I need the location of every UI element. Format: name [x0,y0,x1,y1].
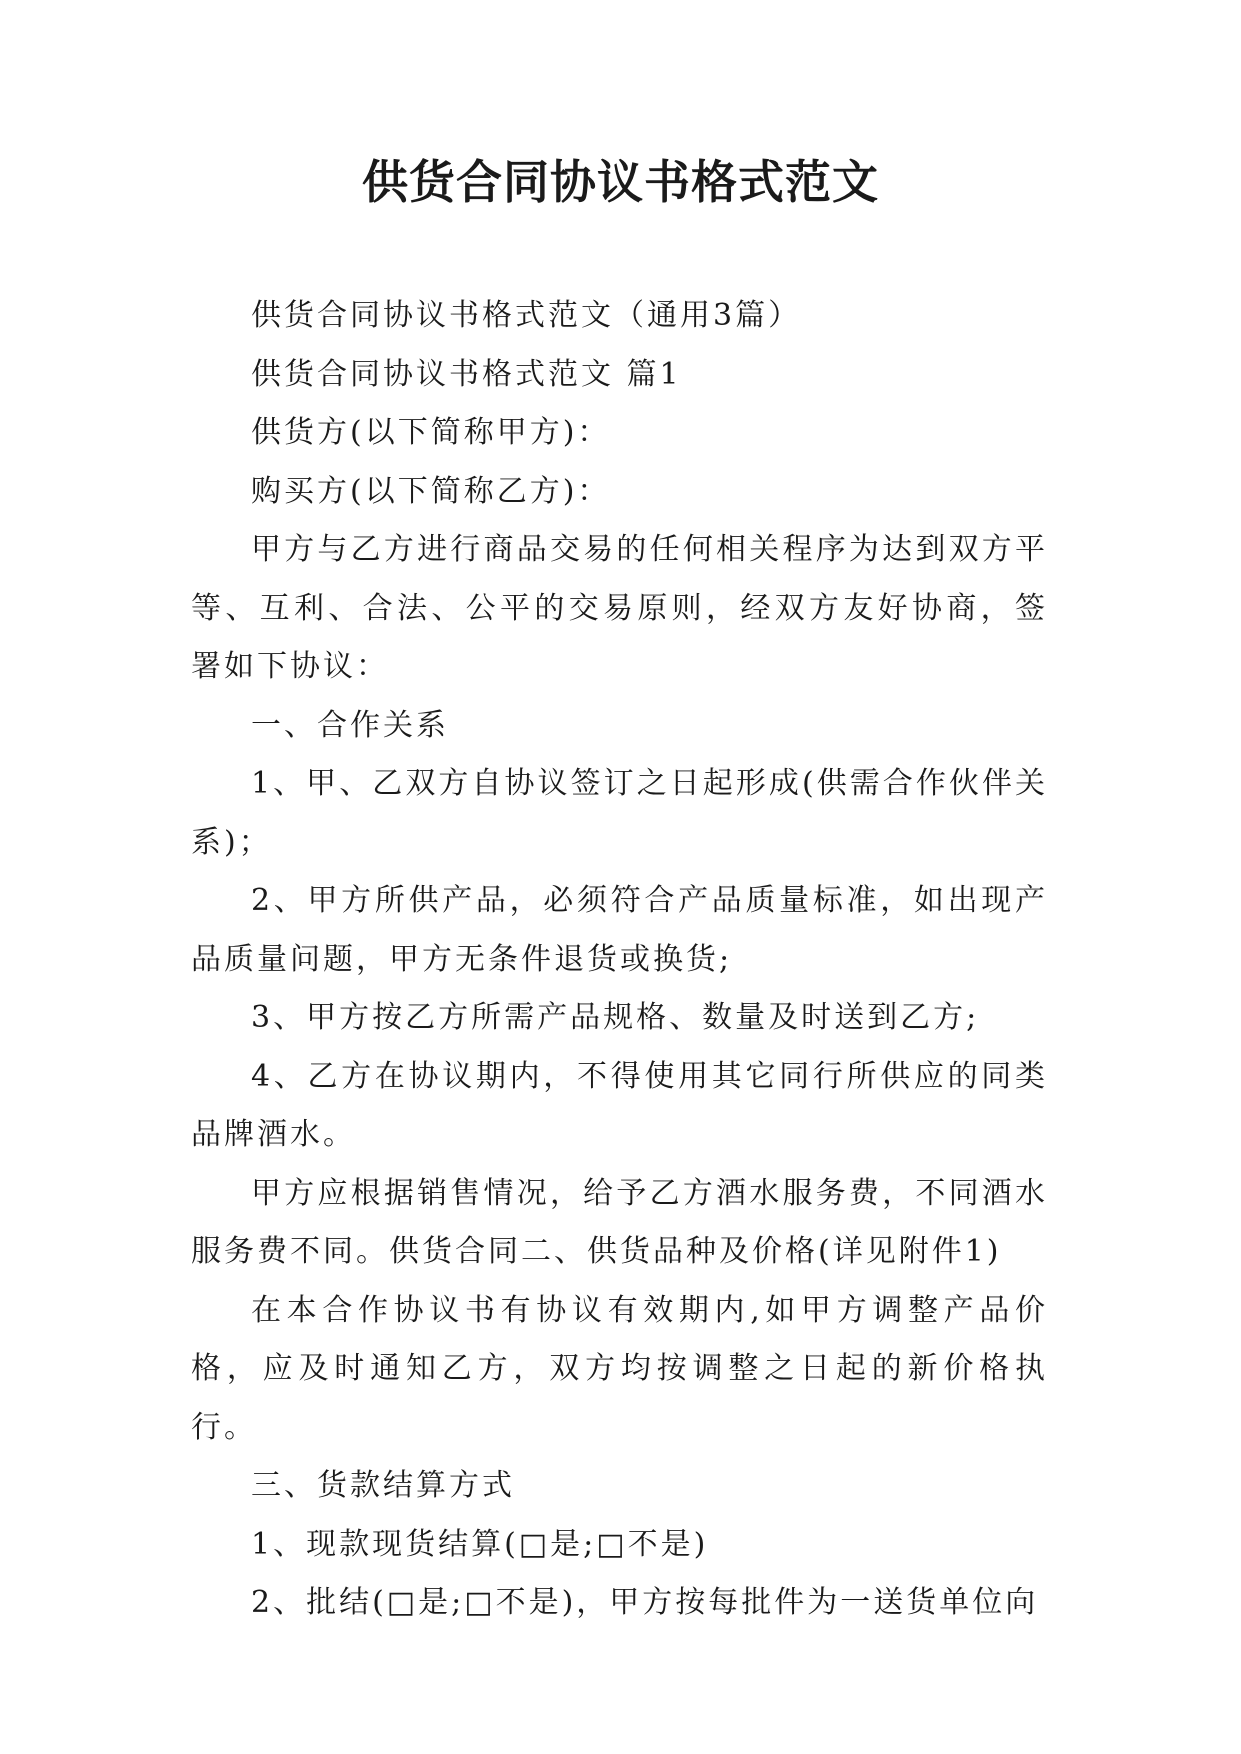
paragraph-settlement-2: 2、批结(□是;□不是)，甲方按每批件为一送货单位向 [251,1585,1039,1620]
document-title: 供货合同协议书格式范文 [362,155,879,209]
paragraph-subtitle: 供货合同协议书格式范文（通用3篇） [251,298,802,333]
paragraph-preamble: 甲方与乙方进行商品交易的任何相关程序为达到双方平等、互利、合法、公平的交易原则，经双方友好协商，签署如下协议： [191,532,1048,684]
paragraph-clause-1: 1、甲、乙双方自协议签订之日起形成(供需合作伙伴关系)； [191,766,1048,860]
paragraph-service-fee: 甲方应根据销售情况，给予乙方酒水服务费，不同酒水服务费不同。供货合同二、供货品种及价格(详见附件1) [191,1175,1048,1269]
paragraph-clause-4: 4、乙方在协议期内，不得使用其它同行所供应的同类品牌酒水。 [191,1058,1048,1152]
paragraph-clause-2: 2、甲方所供产品，必须符合产品质量标准，如出现产品质量问题，甲方无条件退货或换货; [191,883,1048,977]
paragraph-heading-cooperation: 一、合作关系 [251,707,449,743]
paragraph-price-adjustment: 在本合作协议书有协议有效期内,如甲方调整产品价格，应及时通知乙方，双方均按调整之日起的新价格执行。 [191,1292,1048,1445]
paragraph-supplier: 供货方(以下简称甲方)： [251,415,611,450]
paragraph-settlement-1: 1、现款现货结算(□是;□不是) [251,1526,709,1562]
paragraph-section-heading: 供货合同协议书格式范文 篇1 [251,356,682,392]
paragraph-clause-3: 3、甲方按乙方所需产品规格、数量及时送到乙方; [251,1000,980,1035]
document-body [191,287,1048,1633]
paragraph-heading-settlement: 三、货款结算方式 [251,1468,515,1503]
paragraph-buyer: 购买方(以下简称乙方)： [251,473,611,509]
